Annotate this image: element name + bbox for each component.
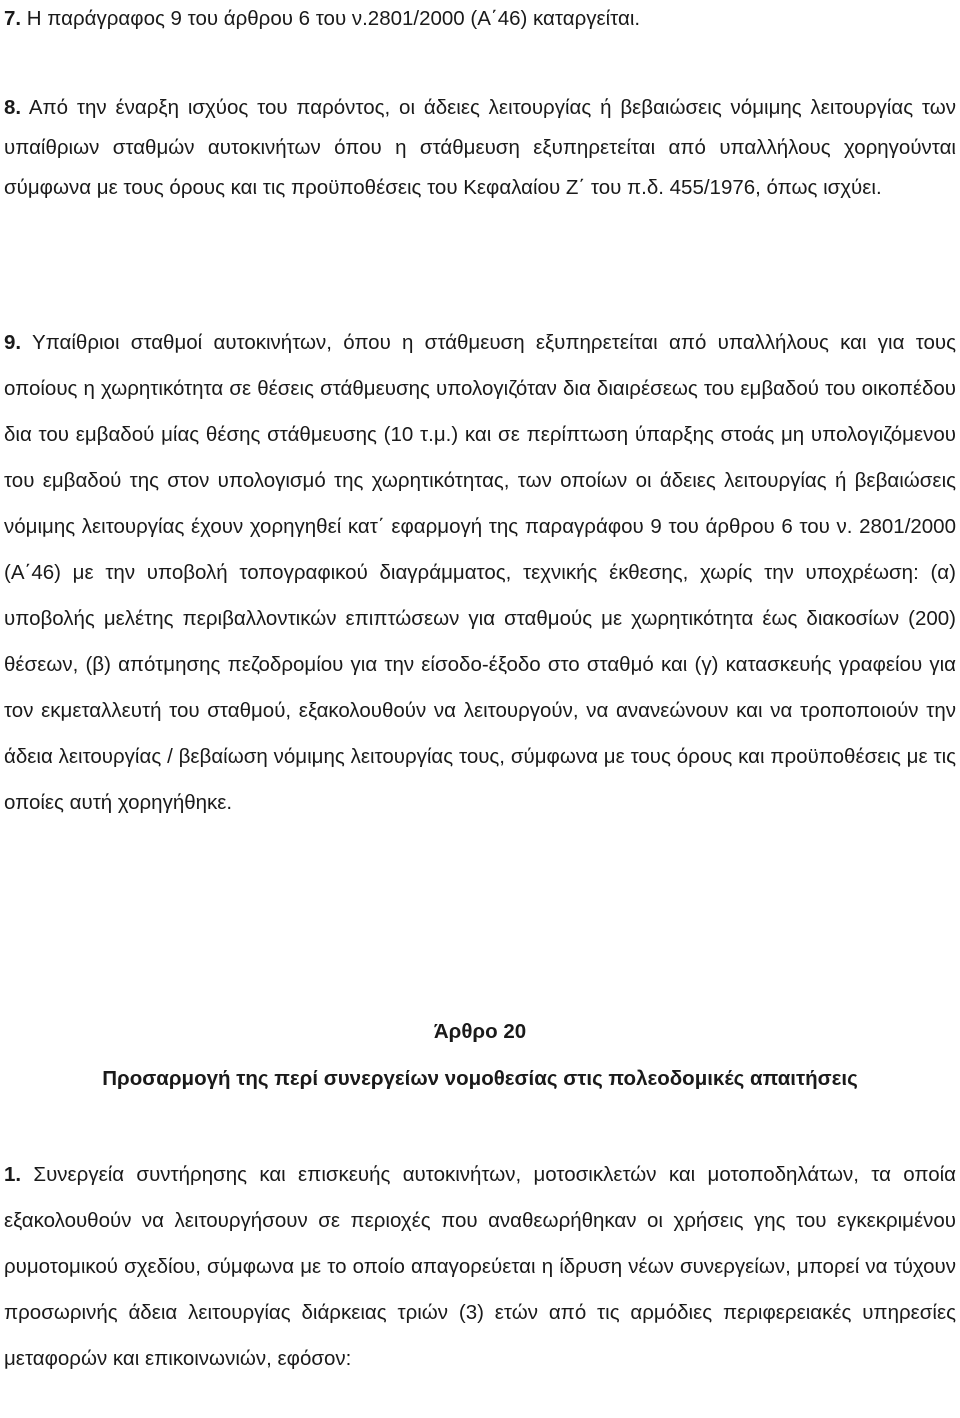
paragraph-text: Η παράγραφος 9 του άρθρου 6 του ν.2801/2000 (Α΄46) καταργείται. (21, 7, 641, 30)
paragraph-text: Συνεργεία συντήρησης και επισκευής αυτοκινήτων, μοτοσικλετών και μοτοποδηλάτων, τα οποία εξακολουθούν να λειτουργήσουν σε περιοχές που αναθεωρήθηκαν οι χρήσεις γης του εγκεκριμένου ρυμοτομικού σχεδίου, σύμφωνα με το οποίο απαγορεύεται η ίδρυση νέων συνεργείων, μπορεί να τύχουν προσωρινής άδεια λειτουργίας διάρκειας τριών (3) ετών από τις αρμόδιες περιφερειακές υπηρεσίες μεταφορών και επικοινωνιών, εφόσον: (4, 1163, 956, 1370)
paragraph-number: 9. (4, 331, 22, 354)
paragraph-number: 7. (4, 7, 22, 30)
paragraph-number: 8. (4, 96, 22, 119)
paragraph-text: Υπαίθριοι σταθμοί αυτοκινήτων, όπου η στάθμευση εξυπηρετείται από υπαλλήλους και για τους οποίους η χωρητικότητα σε θέσεις στάθμευσης υπολογιζόταν δια διαιρέσεως του εμβαδού του οικοπέδου δια του εμβαδού μίας θέσης στάθμευσης (10 τ.μ.) και σε περίπτωση ύπαρξης στοάς μη υπολογιζόμενου του εμβαδού της στον υπολογισμό της χωρητικότητας, των οποίων οι άδειες λειτουργίας ή βεβαιώσεις νόμιμης λειτουργίας έχουν χορηγηθεί κατ΄ εφαρμογή της παραγράφου 9 του άρθρου 6 του ν. 2801/2000 (Α΄46) με την υποβολή τοπογραφικού διαγράμματος, τεχνικής έκθεσης, χωρίς την υποχρέωση: (α) υποβολής μελέτης περιβαλλοντικών επιπτώσεων για σταθμούς με χωρητικότητα έως διακοσίων (200) θέσεων, (β) απότμησης πεζοδρομίου για την είσοδο-έξοδο στο σταθμό και (γ) κατασκευής γραφείου για τον εκμεταλλευτή του σταθμού, εξακολουθούν να λειτουργούν, να ανανεώνουν και να τροποποιούν την άδεια λειτουργίας / βεβαίωση νόμιμης λειτουργίας τους, σύμφωνα με τους όρους και προϋποθέσεις με τις οποίες αυτή χορηγήθηκε. (4, 331, 956, 814)
paragraph-9 (4, 320, 956, 826)
paragraph-text: Από την έναρξη ισχύος του παρόντος, οι άδειες λειτουργίας ή βεβαιώσεις νόμιμης λειτουργίας των υπαίθριων σταθμών αυτοκινήτων όπου η στάθμευση εξυπηρετείται από υπαλλήλους χορηγούνται σύμφωνα με τους όρους και τις προϋποθέσεις του Κεφαλαίου Ζ΄ του π.δ. 455/1976, όπως ισχύει. (4, 96, 956, 199)
paragraph-8 (4, 88, 956, 208)
paragraph-7 (4, 2, 956, 36)
article-subtitle: Προσαρμογή της περί συνεργείων νομοθεσίας στις πολεοδομικές απαιτήσεις (102, 1067, 858, 1090)
paragraph-number: 1. (4, 1163, 22, 1186)
article-title: Άρθρο 20 (433, 1020, 527, 1043)
article-paragraph-1 (4, 1152, 956, 1382)
